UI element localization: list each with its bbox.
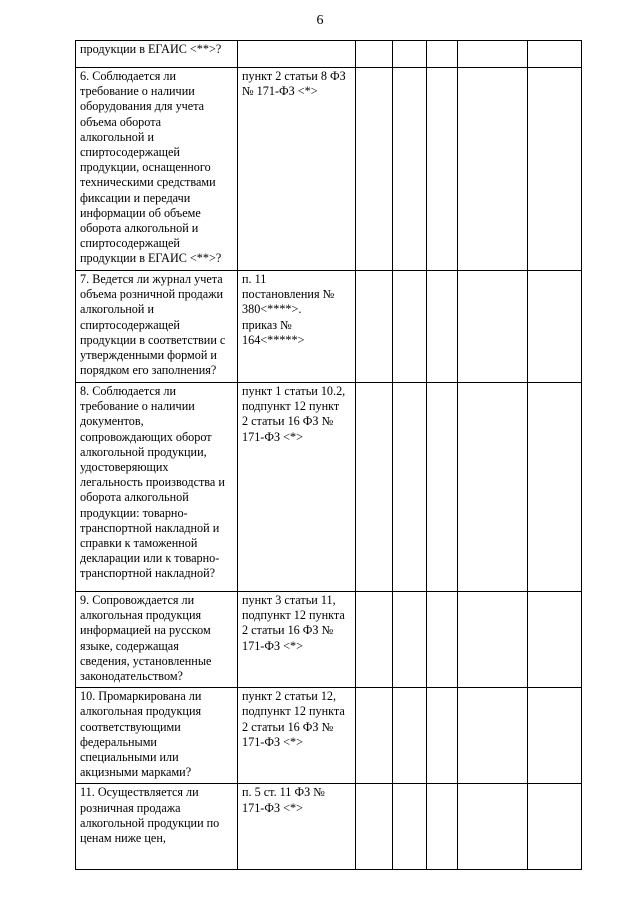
- question-line: алкогольной и: [80, 302, 154, 317]
- answer-cell: [356, 41, 393, 68]
- answer-cell: [458, 271, 528, 383]
- answer-cell: [393, 688, 427, 784]
- question-line: удостоверяющих: [80, 460, 169, 475]
- reference-line: 164<*****>: [242, 332, 305, 347]
- answer-cell: [427, 688, 458, 784]
- reference-line: пункт 3 статьи 11,: [242, 593, 336, 607]
- question-line: информацией на русском: [80, 623, 211, 638]
- question-line: оборота алкогольной и: [80, 221, 199, 236]
- question-line: сопровождающих оборот: [80, 429, 212, 444]
- question-line: алкогольная продукция: [80, 608, 202, 623]
- question-line: спиртосодержащей: [80, 236, 180, 251]
- question-line: алкогольной продукции по: [80, 815, 220, 830]
- question-line: продукции в соответствии с: [80, 332, 226, 347]
- question-cell: [76, 68, 238, 271]
- answer-cell: [427, 271, 458, 383]
- answer-cell: [356, 784, 393, 870]
- answer-cell: [458, 41, 528, 68]
- question-line: 10. Промаркирована ли: [80, 689, 202, 704]
- reference-line: 171-ФЗ <*>: [242, 734, 303, 749]
- reference-cell: [238, 68, 356, 271]
- question-line: розничная продажа: [80, 800, 181, 815]
- reference-line: постановления №: [242, 287, 335, 302]
- reference-line: 171-ФЗ <*>: [242, 800, 303, 815]
- reference-line: пункт 2 статьи 8 ФЗ: [242, 69, 346, 83]
- reference-line: 171-ФЗ <*>: [242, 638, 303, 653]
- question-line: алкогольной и: [80, 129, 154, 144]
- reference-line: подпункт 12 пункта: [242, 608, 345, 623]
- answer-cell: [356, 68, 393, 271]
- reference-line: приказ №: [242, 317, 292, 332]
- answer-cell: [458, 383, 528, 592]
- question-line: 6. Соблюдается ли: [80, 69, 177, 83]
- reference-line: 380<****>.: [242, 302, 302, 317]
- question-line: ценам ниже цен,: [80, 831, 166, 846]
- answer-cell: [393, 41, 427, 68]
- reference-line: п. 5 ст. 11 ФЗ №: [242, 785, 325, 800]
- answer-cell: [458, 592, 528, 688]
- question-line: справки к таможенной: [80, 536, 198, 551]
- checklist-table: [75, 40, 582, 870]
- reference-cell: [238, 41, 356, 68]
- question-line: соответствующими: [80, 719, 181, 734]
- reference-line: 2 статьи 16 ФЗ №: [242, 719, 334, 734]
- reference-cell: [238, 784, 356, 870]
- question-line: продукции, оснащенного: [80, 160, 211, 175]
- question-line: сведения, установленные: [80, 653, 212, 668]
- answer-cell: [393, 271, 427, 383]
- table-row: [76, 383, 582, 592]
- table-row: [76, 41, 582, 68]
- table-row: [76, 688, 582, 784]
- table-row: [76, 784, 582, 870]
- table-row: [76, 271, 582, 383]
- question-line: оборудования для учета: [80, 99, 205, 114]
- reference-cell: [238, 688, 356, 784]
- answer-cell: [356, 271, 393, 383]
- question-line: требование о наличии: [80, 84, 195, 99]
- question-line: продукции: товарно-: [80, 505, 188, 520]
- answer-cell: [427, 592, 458, 688]
- question-cell: [76, 41, 238, 68]
- reference-cell: [238, 271, 356, 383]
- reference-line: п. 11: [242, 272, 267, 286]
- answer-cell: [528, 688, 582, 784]
- reference-cell: [238, 383, 356, 592]
- answer-cell: [458, 68, 528, 271]
- question-line: алкогольная продукция: [80, 704, 202, 719]
- question-line: спиртосодержащей: [80, 145, 180, 160]
- answer-cell: [393, 784, 427, 870]
- table-row: [76, 592, 582, 688]
- answer-cell: [393, 592, 427, 688]
- question-line: федеральными: [80, 734, 157, 749]
- answer-cell: [458, 688, 528, 784]
- answer-cell: [393, 68, 427, 271]
- answer-cell: [356, 592, 393, 688]
- reference-line: пункт 1 статьи 10.2,: [242, 384, 346, 398]
- question-line: информации об объеме: [80, 205, 201, 220]
- answer-cell: [427, 784, 458, 870]
- question-line: транспортной накладной?: [80, 566, 216, 581]
- question-line: алкогольной продукции,: [80, 444, 207, 459]
- reference-line: подпункт 12 пункта: [242, 704, 345, 719]
- answer-cell: [427, 41, 458, 68]
- question-line: языке, содержащая: [80, 638, 179, 653]
- reference-line: подпункт 12 пункт: [242, 399, 340, 414]
- question-line: объема розничной продажи: [80, 287, 224, 302]
- answer-cell: [528, 784, 582, 870]
- question-line: акцизными марками?: [80, 765, 192, 780]
- question-line: объема оборота: [80, 114, 162, 129]
- question-line: легальность производства и: [80, 475, 225, 490]
- table-body: [76, 41, 582, 870]
- question-cell: [76, 688, 238, 784]
- answer-cell: [393, 383, 427, 592]
- answer-cell: [528, 41, 582, 68]
- answer-cell: [528, 271, 582, 383]
- question-line: законодательством?: [80, 669, 183, 684]
- question-cell: [76, 592, 238, 688]
- question-line: 8. Соблюдается ли: [80, 384, 177, 398]
- question-line: продукции в ЕГАИС <**>?: [80, 42, 222, 56]
- page-number: 6: [316, 13, 324, 28]
- question-cell: [76, 271, 238, 383]
- answer-cell: [458, 784, 528, 870]
- question-line: оборота алкогольной: [80, 490, 189, 505]
- reference-line: № 171-ФЗ <*>: [242, 84, 318, 99]
- question-line: техническими средствами: [80, 175, 216, 190]
- reference-cell: [238, 592, 356, 688]
- question-line: требование о наличии: [80, 399, 195, 414]
- question-line: транспортной накладной и: [80, 520, 220, 535]
- answer-cell: [528, 592, 582, 688]
- answer-cell: [356, 383, 393, 592]
- reference-line: 2 статьи 16 ФЗ №: [242, 623, 334, 638]
- answer-cell: [528, 68, 582, 271]
- question-line: 9. Сопровождается ли: [80, 593, 195, 607]
- question-line: документов,: [80, 414, 144, 429]
- answer-cell: [427, 68, 458, 271]
- question-line: декларации или к товарно-: [80, 551, 220, 566]
- question-line: продукции в ЕГАИС <**>?: [80, 251, 222, 266]
- question-line: 7. Ведется ли журнал учета: [80, 272, 223, 286]
- question-line: специальными или: [80, 750, 179, 765]
- question-line: порядком его заполнения?: [80, 363, 217, 378]
- question-cell: [76, 784, 238, 870]
- question-line: фиксации и передачи: [80, 190, 191, 205]
- question-cell: [76, 383, 238, 592]
- table-row: [76, 68, 582, 271]
- answer-cell: [356, 688, 393, 784]
- reference-line: пункт 2 статьи 12,: [242, 689, 337, 704]
- question-line: утвержденными формой и: [80, 348, 217, 363]
- reference-line: 171-ФЗ <*>: [242, 429, 303, 444]
- answer-cell: [427, 383, 458, 592]
- question-line: 11. Осуществляется ли: [80, 785, 199, 800]
- answer-cell: [528, 383, 582, 592]
- question-line: спиртосодержащей: [80, 317, 180, 332]
- reference-line: 2 статьи 16 ФЗ №: [242, 414, 334, 429]
